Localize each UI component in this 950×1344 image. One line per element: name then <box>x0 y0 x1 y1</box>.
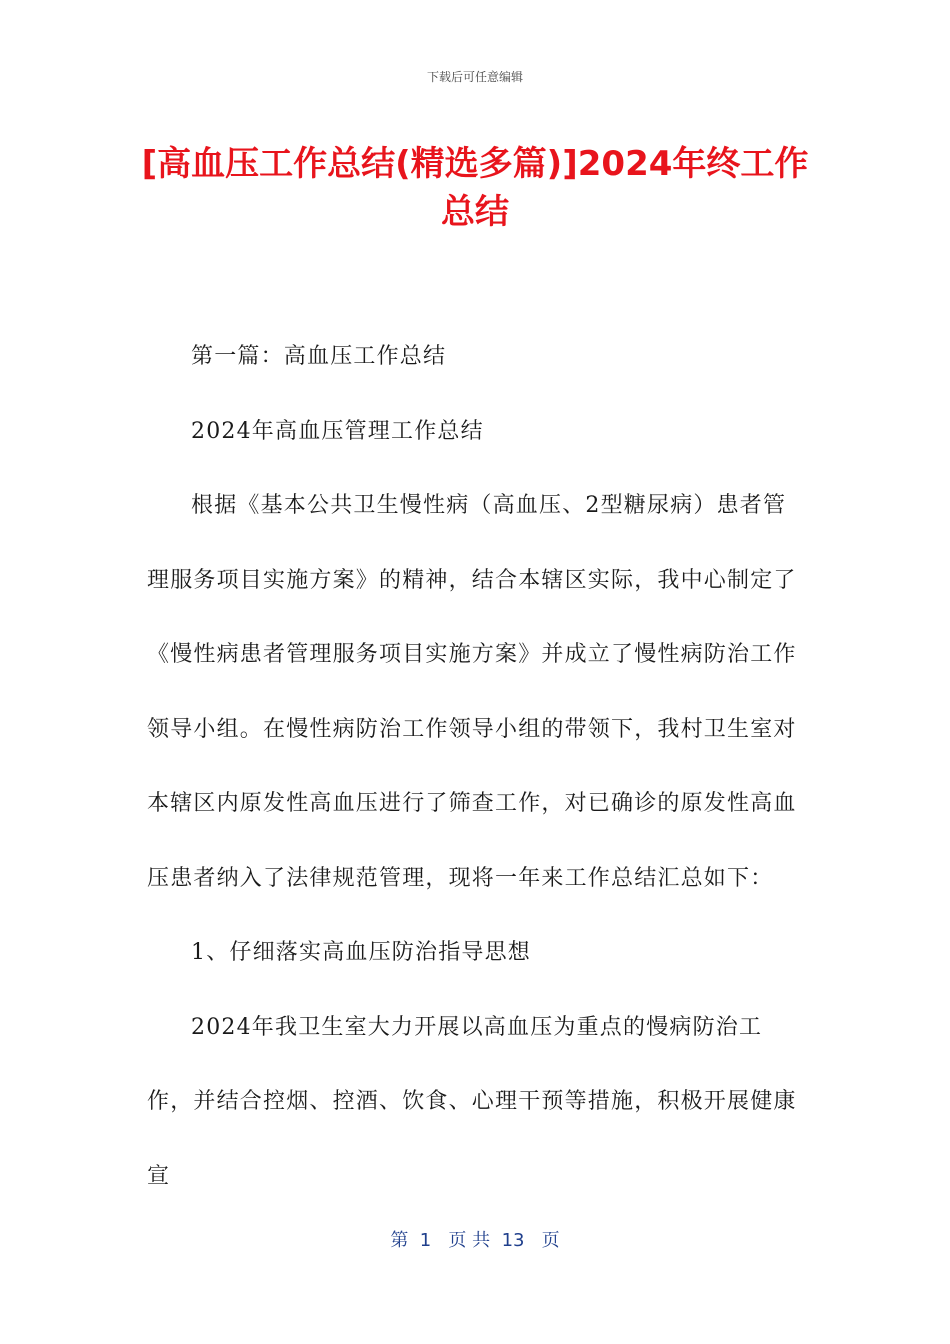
document-body <box>147 320 807 1214</box>
document-title: [高血压工作总结(精选多篇)]2024年终工作总结 <box>141 144 809 232</box>
paragraph-intro: 根据《基本公共卫生慢性病（高血压、2型糖尿病）患者管理服务项目实施方案》的精神，结合本辖区实际，我中心制定了《慢性病患者管理服务项目实施方案》并成立了慢性病防治工作领导小组。在慢性病防治工作领导小组的带领下，我村卫生室对本辖区内原发性高血压进行了筛查工作，对已确诊的原发性高血压患者纳入了法律规范管理，现将一年来工作总结汇总如下： <box>147 493 797 891</box>
paragraph-item-1-body: 2024年我卫生室大力开展以高血压为重点的慢病防治工作，并结合控烟、控酒、饮食、心理干预等措施，积极开展健康宣 <box>147 1014 797 1189</box>
header-note: 下载后可任意编辑 <box>426 70 523 84</box>
paragraph-subtitle: 2024年高血压管理工作总结 <box>191 418 484 444</box>
page-number-footer: 第 1 页 共 13 页 <box>390 1230 560 1251</box>
paragraph-item-1-heading: 1、仔细落实高血压防治指导思想 <box>191 940 531 965</box>
paragraph-section-heading: 第一篇：高血压工作总结 <box>191 344 447 369</box>
